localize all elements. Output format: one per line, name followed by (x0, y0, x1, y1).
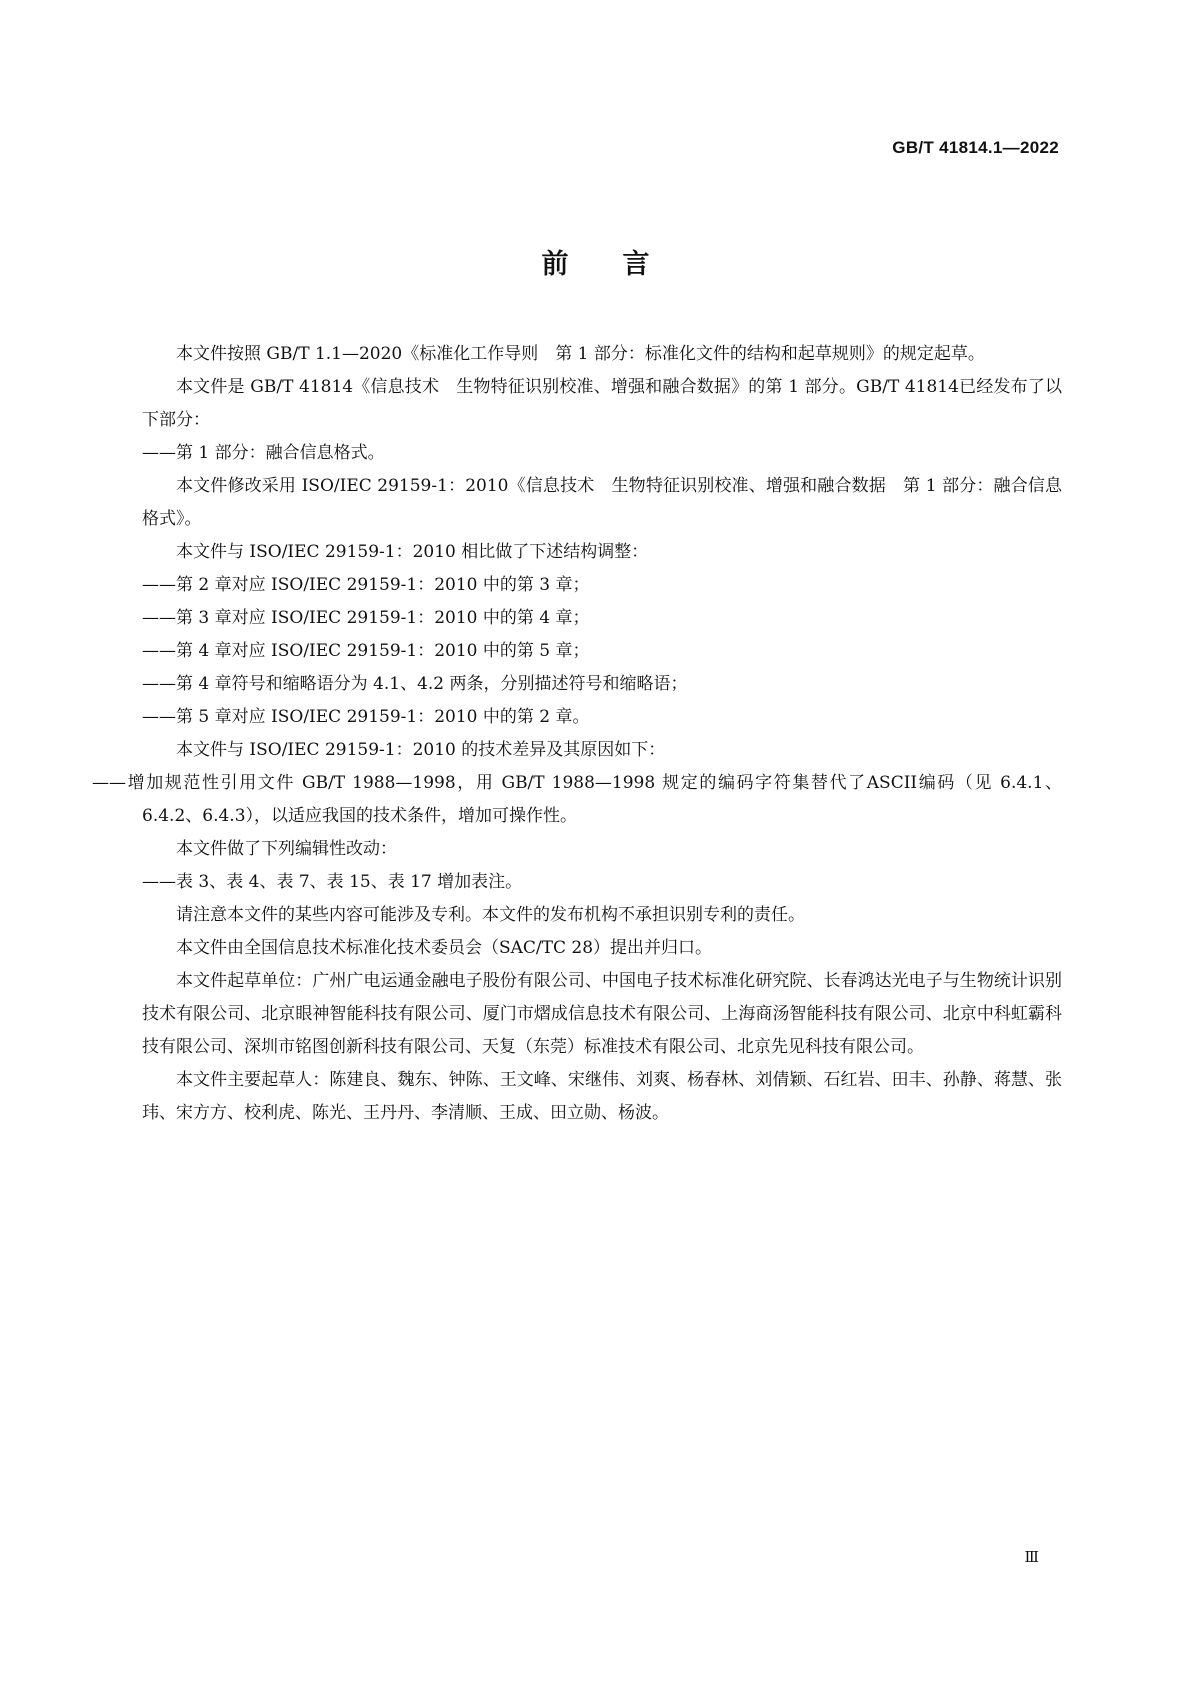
paragraph-patent-notice: 请注意本文件的某些内容可能涉及专利。本文件的发布机构不承担识别专利的责任。 (176, 905, 805, 925)
page-number: Ⅲ (1024, 1548, 1039, 1566)
list-item-structure-change: ——第 5 章对应 ISO/IEC 29159-1：2010 中的第 2 章。 (142, 707, 590, 727)
document-code: GB/T 41814.1—2022 (892, 138, 1059, 157)
paragraph-technical-differences: 本文件与 ISO/IEC 29159-1：2010 的技术差异及其原因如下： (176, 740, 666, 760)
list-item-structure-change: ——第 3 章对应 ISO/IEC 29159-1：2010 中的第 4 章； (142, 608, 590, 628)
paragraph-structure-changes: 本文件与 ISO/IEC 29159-1：2010 相比做了下述结构调整： (176, 542, 649, 562)
paragraph-drafting-rules: 本文件按照 GB/T 1.1—2020《标准化工作导则 第 1 部分：标准化文件的结构和起草规则》的规定起草。 (176, 344, 985, 364)
paragraph-drafters: 本文件主要起草人：陈建良、魏东、钟陈、王文峰、宋继伟、刘爽、杨春林、刘倩颖、石红岩、田丰、孙静、蒋慧、张玮、宋方方、校利虎、陈光、王丹丹、李清顺、王成、田立勋、杨波。 (142, 1070, 1062, 1123)
preface-title: 前言 (541, 249, 704, 280)
list-item-structure-change: ——第 2 章对应 ISO/IEC 29159-1：2010 中的第 3 章； (142, 575, 590, 595)
list-item-technical-difference: ——增加规范性引用文件 GB/T 1988—1998，用 GB/T 1988—1998 规定的编码字符集替代了ASCII编码（见 6.4.1、6.4.2、6.4.3），以适应我国的技术条件，增加可操作性。 (92, 773, 1062, 826)
list-item-structure-change: ——第 4 章对应 ISO/IEC 29159-1：2010 中的第 5 章； (142, 641, 590, 661)
list-item-part-1: ——第 1 部分：融合信息格式。 (142, 443, 385, 463)
paragraph-adoption: 本文件修改采用 ISO/IEC 29159-1：2010《信息技术 生物特征识别校准、增强和融合数据 第 1 部分：融合信息格式》。 (142, 476, 1062, 529)
paragraph-series-info: 本文件是 GB/T 41814《信息技术 生物特征识别校准、增强和融合数据》的第 1 部分。GB/T 41814已经发布了以下部分： (142, 377, 1062, 430)
paragraph-drafting-organizations: 本文件起草单位：广州广电运通金融电子股份有限公司、中国电子技术标准化研究院、长春鸿达光电子与生物统计识别技术有限公司、北京眼神智能科技有限公司、厦门市熠成信息技术有限公司、上海商汤智能科技有限公司、北京中科虹霸科技有限公司、深圳市铭图创新科技有限公司、天复（东莞）标准技术有限公司、北京先见科技有限公司。 (142, 971, 1062, 1057)
paragraph-proposer: 本文件由全国信息技术标准化技术委员会（SAC/TC 28）提出并归口。 (176, 938, 713, 958)
list-item-editorial-change: ——表 3、表 4、表 7、表 15、表 17 增加表注。 (142, 872, 523, 892)
list-item-structure-change: ——第 4 章符号和缩略语分为 4.1、4.2 两条，分别描述符号和缩略语； (142, 674, 688, 694)
preface-body (92, 338, 1062, 1130)
paragraph-editorial-changes: 本文件做了下列编辑性改动： (176, 839, 397, 859)
